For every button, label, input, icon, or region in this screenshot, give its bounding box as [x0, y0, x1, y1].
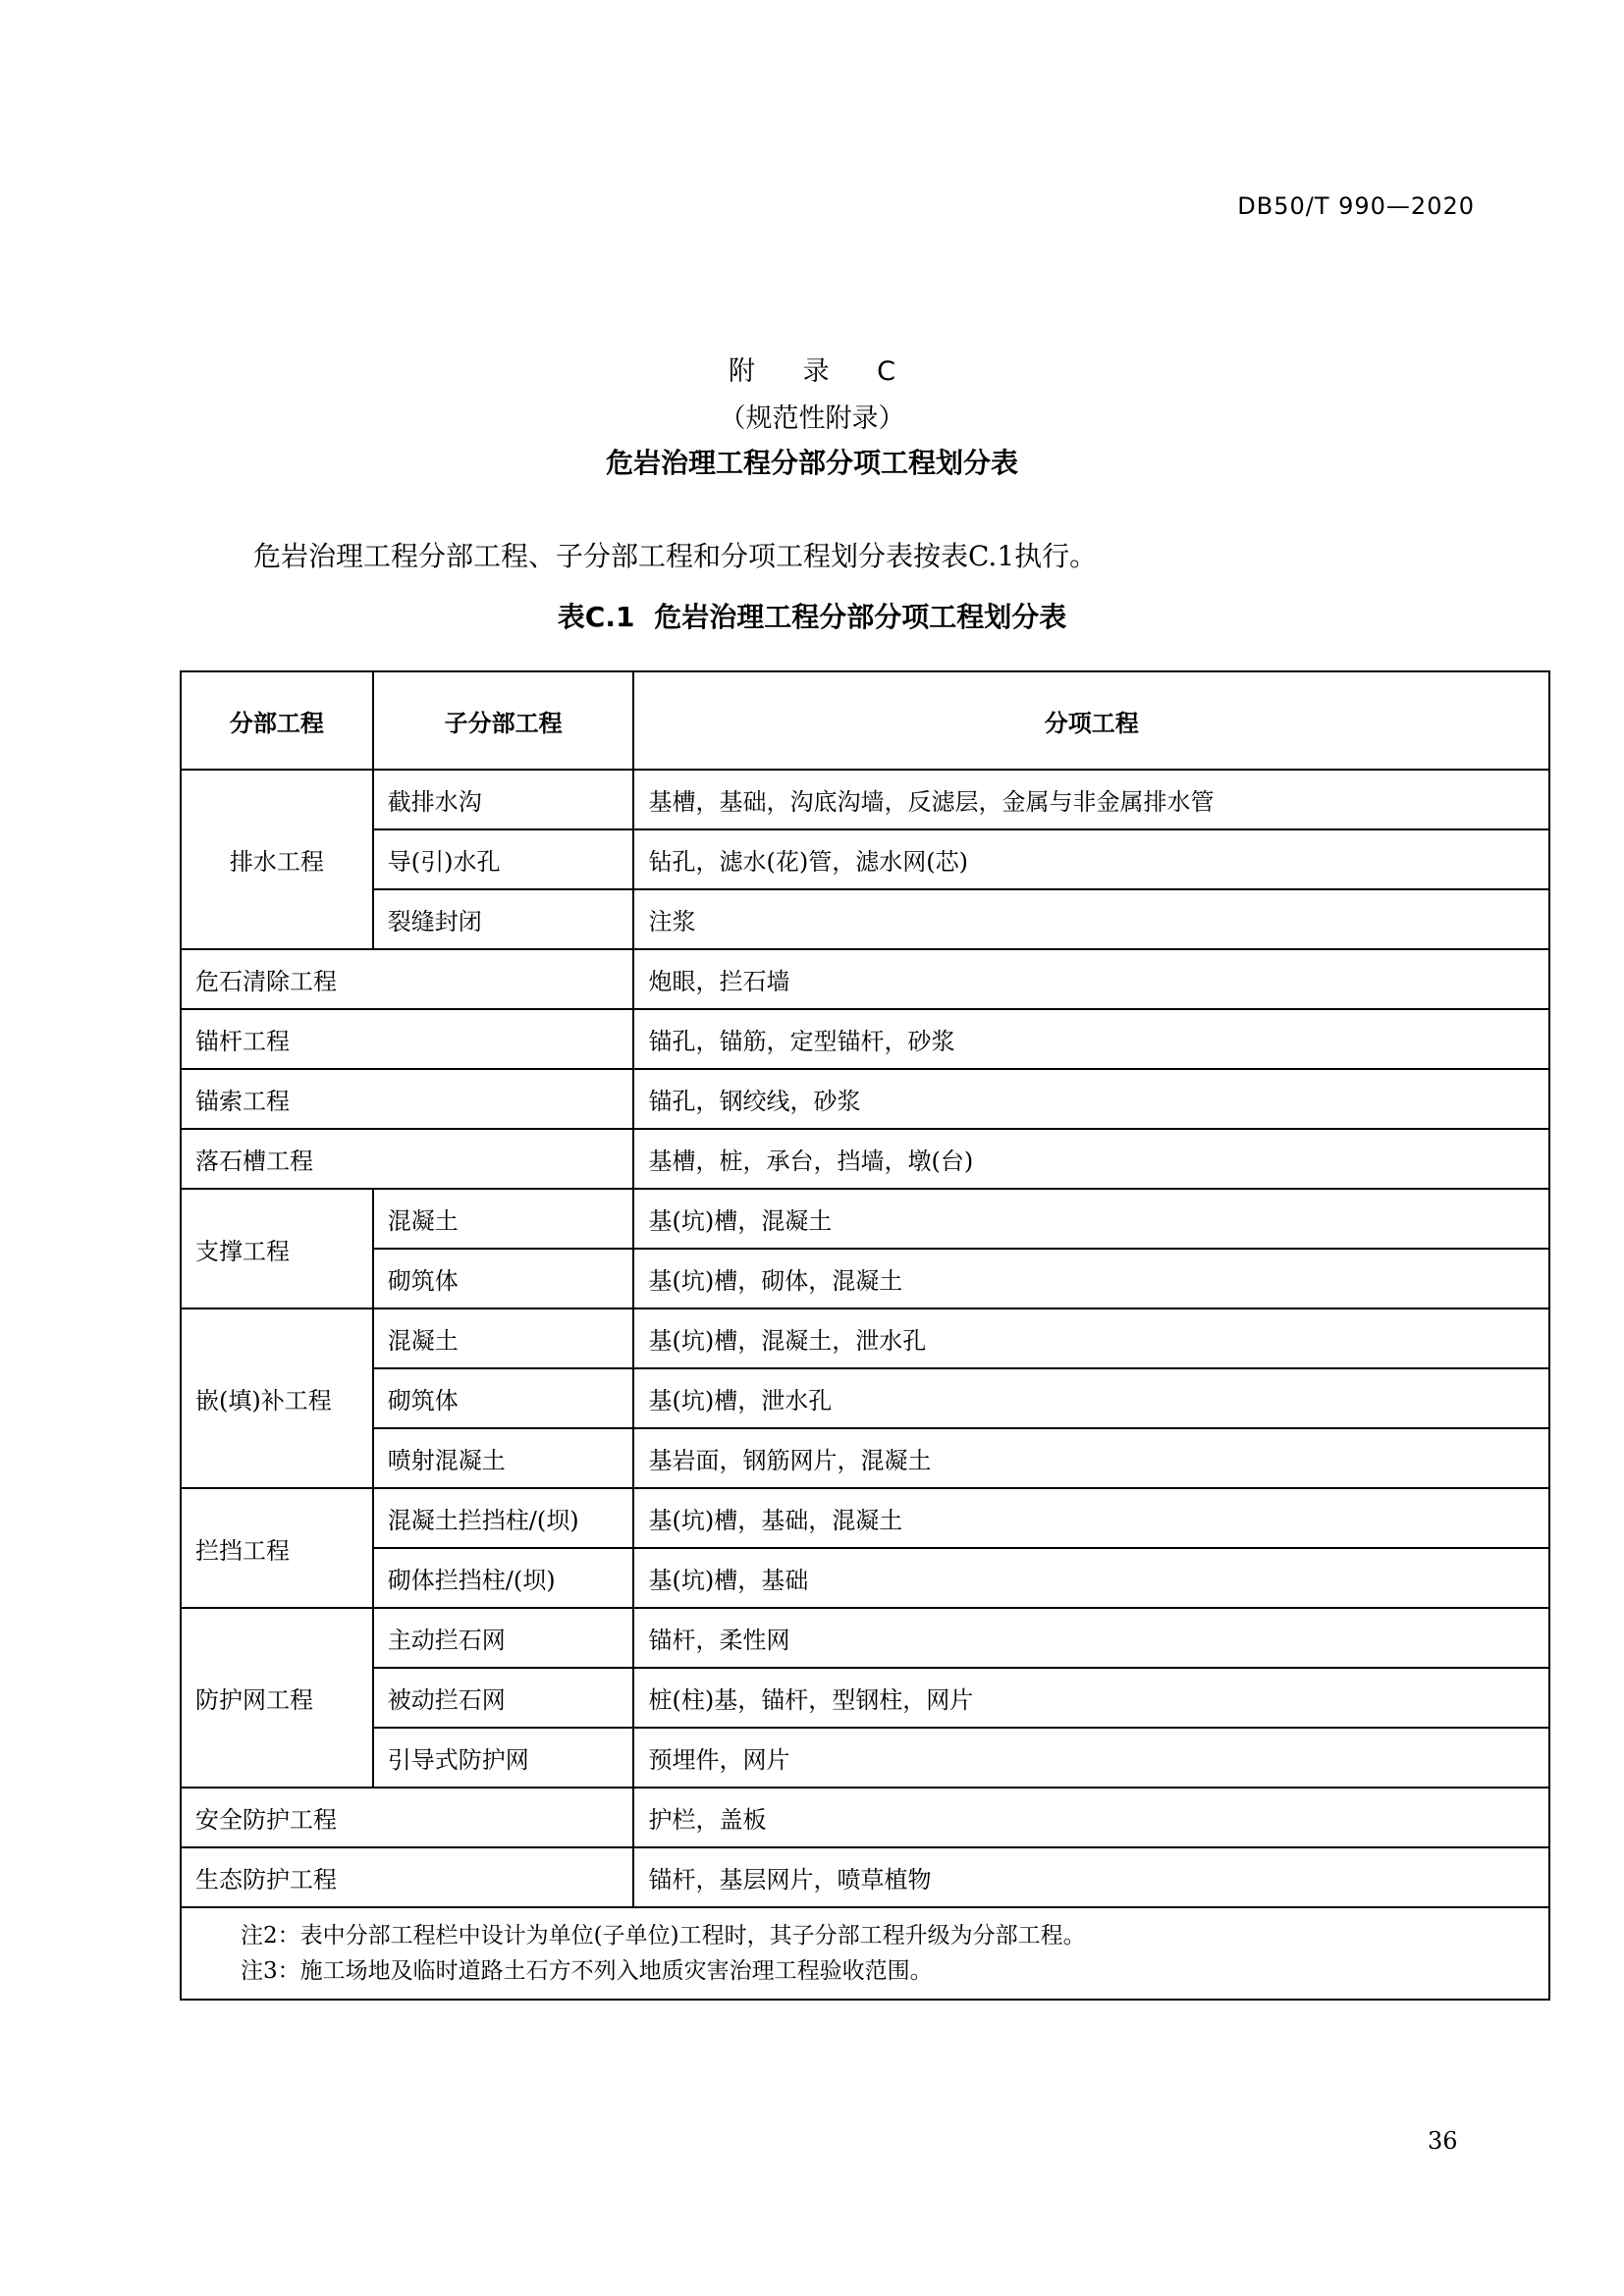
items-cell: 锚杆，基层网片，喷草植物: [633, 1847, 1549, 1907]
table-row: [181, 949, 1549, 1009]
items-cell: 桩(柱)基，锚杆，型钢柱，网片: [633, 1668, 1549, 1728]
items-cell: 护栏，盖板: [633, 1788, 1549, 1847]
sub-division-cell: 混凝土: [373, 1189, 634, 1249]
table-row: [181, 1009, 1549, 1069]
table-row: [181, 1069, 1549, 1129]
appendix-subtitle: （规范性附录）: [719, 403, 905, 434]
items-cell: 基槽，桩，承台，挡墙，墩(台): [633, 1129, 1549, 1189]
table-row: [181, 1668, 1549, 1728]
division-cell: 嵌(填)补工程: [181, 1308, 373, 1488]
sub-division-cell: 被动拦石网: [373, 1668, 634, 1728]
header-sub-division: 子分部工程: [373, 671, 634, 770]
sub-division-cell: 混凝土: [373, 1308, 634, 1368]
table-row: [181, 1608, 1549, 1668]
items-cell: 基(坑)槽，基础: [633, 1548, 1549, 1608]
appendix-heading: 危岩治理工程分部分项工程划分表: [605, 447, 1018, 479]
sub-division-cell: 喷射混凝土: [373, 1428, 634, 1488]
page-number: 36: [1428, 2127, 1458, 2155]
division-cell: 防护网工程: [181, 1608, 373, 1788]
items-cell: 基岩面，钢筋网片，混凝土: [633, 1428, 1549, 1488]
table-row: [181, 1788, 1549, 1847]
header-division: 分部工程: [181, 671, 373, 770]
items-cell: 基(坑)槽，混凝土: [633, 1189, 1549, 1249]
items-cell: 预埋件，网片: [633, 1728, 1549, 1788]
items-cell: 锚杆，柔性网: [633, 1608, 1549, 1668]
table-row: [181, 1847, 1549, 1907]
items-cell: 基(坑)槽，砌体，混凝土: [633, 1249, 1549, 1308]
division-cell: 排水工程: [181, 770, 373, 949]
note-3: 注3：施工场地及临时道路土石方不列入地质灾害治理工程验收范围。: [241, 1958, 933, 1984]
table-row: [181, 1189, 1549, 1249]
division-cell: 落石槽工程: [181, 1129, 633, 1189]
sub-division-cell: 主动拦石网: [373, 1608, 634, 1668]
table-row: [181, 1308, 1549, 1368]
table-row: [181, 1249, 1549, 1308]
sub-division-cell: 引导式防护网: [373, 1728, 634, 1788]
table-row: [181, 1129, 1549, 1189]
items-cell: 基(坑)槽，混凝土，泄水孔: [633, 1308, 1549, 1368]
division-cell: 锚索工程: [181, 1069, 633, 1129]
items-cell: 锚孔，钢绞线，砂浆: [633, 1069, 1549, 1129]
note-2: 注2：表中分部工程栏中设计为单位(子单位)工程时，其子分部工程升级为分部工程。: [241, 1923, 1086, 1949]
sub-division-cell: 砌筑体: [373, 1249, 634, 1308]
sub-division-cell: 混凝土拦挡柱/(坝): [373, 1488, 634, 1548]
table-row: [181, 829, 1549, 889]
division-cell: 生态防护工程: [181, 1847, 633, 1907]
table-notes-row: [181, 1907, 1549, 2000]
items-cell: 炮眼，拦石墙: [633, 949, 1549, 1009]
sub-division-cell: 导(引)水孔: [373, 829, 634, 889]
document-code: DB50/T 990—2020: [1237, 192, 1475, 220]
table-header-row: [181, 671, 1549, 770]
appendix-title: 附 录 C: [728, 356, 916, 387]
items-cell: 锚孔，锚筋，定型锚杆，砂浆: [633, 1009, 1549, 1069]
table-row: [181, 1428, 1549, 1488]
table-caption: 表C.1 危岩治理工程分部分项工程划分表: [557, 601, 1067, 633]
header-items: 分项工程: [633, 671, 1549, 770]
table-row: [181, 1728, 1549, 1788]
table-row: [181, 889, 1549, 949]
items-cell: 基(坑)槽，泄水孔: [633, 1368, 1549, 1428]
division-table: [180, 670, 1550, 2001]
sub-division-cell: 截排水沟: [373, 770, 634, 829]
sub-division-cell: 砌体拦挡柱/(坝): [373, 1548, 634, 1608]
division-cell: 锚杆工程: [181, 1009, 633, 1069]
table-row: [181, 1548, 1549, 1608]
table-row: [181, 770, 1549, 829]
items-cell: 基槽，基础，沟底沟墙，反滤层，金属与非金属排水管: [633, 770, 1549, 829]
items-cell: 基(坑)槽，基础，混凝土: [633, 1488, 1549, 1548]
division-cell: 支撑工程: [181, 1189, 373, 1308]
items-cell: 注浆: [633, 889, 1549, 949]
sub-division-cell: 砌筑体: [373, 1368, 634, 1428]
intro-paragraph: 危岩治理工程分部工程、子分部工程和分项工程划分表按表C.1执行。: [253, 540, 1098, 572]
table-row: [181, 1368, 1549, 1428]
sub-division-cell: 裂缝封闭: [373, 889, 634, 949]
table-notes: [181, 1907, 1549, 2000]
table-row: [181, 1488, 1549, 1548]
items-cell: 钻孔，滤水(花)管，滤水网(芯): [633, 829, 1549, 889]
division-cell: 危石清除工程: [181, 949, 633, 1009]
division-cell: 拦挡工程: [181, 1488, 373, 1608]
division-cell: 安全防护工程: [181, 1788, 633, 1847]
